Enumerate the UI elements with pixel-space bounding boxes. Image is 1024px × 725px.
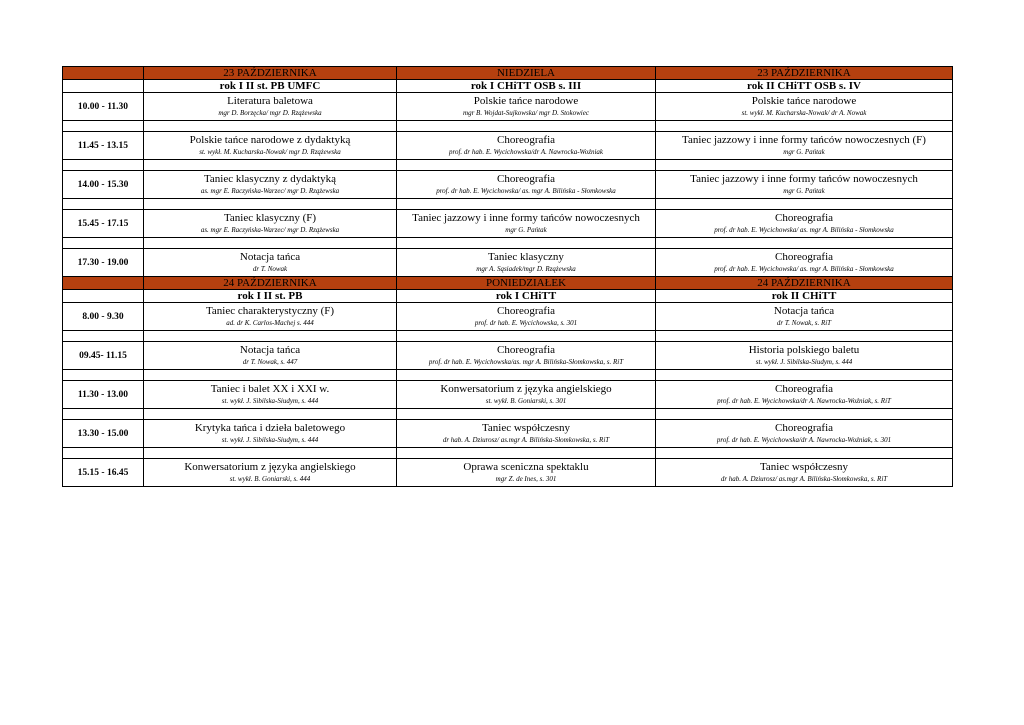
subject-name: Notacja tańca	[239, 251, 301, 263]
subject-name: Taniec charakterystyczny (F)	[205, 305, 335, 317]
class-cell	[144, 210, 397, 238]
class-cell	[656, 420, 953, 448]
group-header-cell: rok I CHiTT OSB s. III	[397, 80, 656, 93]
lecturer-name: dr hab. A. Dziurosz/ as.mgr A. Bilińska-Słomkowska, s. RiT	[442, 436, 610, 444]
class-cell	[397, 420, 656, 448]
subject-name: Krytyka tańca i dzieła baletowego	[194, 422, 346, 434]
day-header-cell: 23 PAŹDZIERNIKA	[656, 67, 953, 80]
spacer-row	[63, 448, 953, 459]
spacer-cell	[144, 121, 397, 132]
subject-name: Polskie tańce narodowe z dydaktyką	[189, 134, 351, 146]
time-slot-row	[63, 249, 953, 277]
group-header-cell: rok I II st. PB	[144, 290, 397, 303]
time-slot-row	[63, 420, 953, 448]
subject-name: Taniec klasyczny (F)	[223, 212, 317, 224]
subject-name: Taniec jazzowy i inne formy tańców nowoczesnych (F)	[682, 134, 926, 146]
time-cell: 10.00 - 11.30	[63, 93, 144, 121]
spacer-cell	[656, 121, 953, 132]
subject-name: Polskie tańce narodowe	[751, 95, 857, 107]
lecturer-name: st. wykł. J. Sibilska-Siudym, s. 444	[221, 436, 319, 444]
subject-name: Polskie tańce narodowe	[473, 95, 579, 107]
lecturer-name: prof. dr hab. E. Wycichowska/as. mgr A. Bilińska-Słomkowska, s. RiT	[428, 358, 624, 366]
lecturer-name: st. wykł. J. Sibilska-Siudym, s. 444	[755, 358, 853, 366]
lecturer-name: prof. dr hab. E. Wycichowska/dr A. Nawrocka-Woźniak, s. 301	[716, 436, 892, 444]
class-cell	[656, 303, 953, 331]
subject-name: Taniec klasyczny z dydaktyką	[203, 173, 337, 185]
day-header-cell: NIEDZIELA	[397, 67, 656, 80]
spacer-cell	[63, 160, 144, 171]
class-cell	[144, 132, 397, 160]
subject-name: Taniec współczesny	[481, 422, 571, 434]
spacer-row	[63, 331, 953, 342]
group-header-cell: rok I CHiTT	[397, 290, 656, 303]
spacer-cell	[656, 238, 953, 249]
time-slot-row	[63, 342, 953, 370]
lecturer-name: mgr A. Sąsiadek/mgr D. Rzążewska	[476, 265, 576, 273]
spacer-cell	[397, 370, 656, 381]
spacer-cell	[63, 448, 144, 459]
spacer-cell	[63, 370, 144, 381]
lecturer-name: prof. dr hab. E. Wycichowska/dr A. Nawrocka-Woźniak, s. RiT	[717, 397, 891, 405]
group-header-cell: rok II CHiTT	[656, 290, 953, 303]
spacer-row	[63, 409, 953, 420]
lecturer-name: st. wykł. M. Kucharska-Nowak/ mgr D. Rzążewska	[199, 148, 341, 156]
class-cell	[144, 249, 397, 277]
class-cell	[397, 342, 656, 370]
group-header-row	[63, 80, 953, 93]
class-cell	[397, 459, 656, 487]
class-cell	[656, 171, 953, 199]
subject-name: Taniec klasyczny	[488, 251, 564, 263]
spacer-row	[63, 199, 953, 210]
class-cell	[144, 381, 397, 409]
class-cell	[144, 303, 397, 331]
lecturer-name: prof. dr hab. E. Wycichowska, s. 301	[474, 319, 578, 327]
subject-name: Konwersatorium z języka angielskiego	[184, 461, 356, 473]
lecturer-name: dr T. Nowak, s. 447	[242, 358, 298, 366]
lecturer-name: prof. dr hab. E. Wycichowska/ as. mgr A. Bilińska - Słomkowska	[714, 226, 894, 234]
spacer-cell	[656, 370, 953, 381]
subject-name: Choreografia	[774, 383, 834, 395]
class-cell	[397, 132, 656, 160]
subject-name: Taniec i balet XX i XXI w.	[210, 383, 330, 395]
subject-name: Literatura baletowa	[227, 95, 313, 107]
class-cell	[397, 303, 656, 331]
spacer-row	[63, 238, 953, 249]
day-header-row	[63, 67, 953, 80]
group-blank-cell	[63, 290, 144, 303]
class-cell	[656, 132, 953, 160]
subject-name: Choreografia	[496, 305, 556, 317]
time-cell: 11.30 - 13.00	[63, 381, 144, 409]
spacer-row	[63, 121, 953, 132]
time-cell: 15.15 - 16.45	[63, 459, 144, 487]
day-header-cell: PONIEDZIAŁEK	[397, 277, 656, 290]
header-blank-cell	[63, 67, 144, 80]
lecturer-name: st. wykł. M. Kucharska-Nowak/ dr A. Nowak	[741, 109, 867, 117]
spacer-cell	[397, 409, 656, 420]
class-cell	[144, 459, 397, 487]
day-header-cell: 24 PAŹDZIERNIKA	[656, 277, 953, 290]
lecturer-name: dr T. Nowak	[252, 265, 288, 273]
lecturer-name: dr T. Nowak, s. RiT	[776, 319, 832, 327]
lecturer-name: prof. dr hab. E. Wycichowska/ as. mgr A. Bilińska - Słomkowska	[714, 265, 894, 273]
subject-name: Taniec jazzowy i inne formy tańców nowoczesnych	[690, 173, 918, 185]
spacer-cell	[144, 238, 397, 249]
spacer-cell	[63, 409, 144, 420]
time-cell: 09.45- 11.15	[63, 342, 144, 370]
subject-name: Choreografia	[496, 134, 556, 146]
time-slot-row	[63, 381, 953, 409]
spacer-cell	[656, 409, 953, 420]
lecturer-name: st. wykł. J. Sibilska-Siudym, s. 444	[221, 397, 319, 405]
spacer-cell	[63, 331, 144, 342]
class-cell	[656, 210, 953, 238]
schedule-table	[62, 66, 953, 487]
spacer-cell	[144, 370, 397, 381]
subject-name: Konwersatorium z języka angielskiego	[440, 383, 612, 395]
spacer-cell	[144, 448, 397, 459]
day-header-cell: 23 PAŹDZIERNIKA	[144, 67, 397, 80]
spacer-row	[63, 160, 953, 171]
spacer-cell	[656, 160, 953, 171]
subject-name: Taniec jazzowy i inne formy tańców nowoczesnych	[412, 212, 640, 224]
subject-name: Choreografia	[496, 173, 556, 185]
class-cell	[144, 342, 397, 370]
time-cell: 14.00 - 15.30	[63, 171, 144, 199]
lecturer-name: as. mgr E. Raczyńska-Warzec/ mgr D. Rzążewska	[200, 187, 340, 195]
lecturer-name: mgr Z. de Ines, s. 301	[495, 475, 557, 483]
spacer-cell	[656, 448, 953, 459]
lecturer-name: mgr D. Borzęcka/ mgr D. Rzążewska	[218, 109, 322, 117]
subject-name: Taniec współczesny	[759, 461, 849, 473]
class-cell	[656, 342, 953, 370]
class-cell	[144, 171, 397, 199]
time-slot-row	[63, 303, 953, 331]
group-header-row	[63, 290, 953, 303]
lecturer-name: as. mgr E. Raczyńska-Warzec/ mgr D. Rzążewska	[200, 226, 340, 234]
spacer-cell	[63, 238, 144, 249]
class-cell	[397, 249, 656, 277]
lecturer-name: st. wykł. B. Goniarski, s. 301	[485, 397, 567, 405]
time-cell: 11.45 - 13.15	[63, 132, 144, 160]
spacer-cell	[397, 199, 656, 210]
class-cell	[397, 171, 656, 199]
subject-name: Notacja tańca	[773, 305, 835, 317]
subject-name: Choreografia	[774, 212, 834, 224]
group-header-cell: rok I II st. PB UMFC	[144, 80, 397, 93]
spacer-cell	[397, 448, 656, 459]
subject-name: Notacja tańca	[239, 344, 301, 356]
spacer-cell	[144, 199, 397, 210]
class-cell	[656, 459, 953, 487]
day-header-row	[63, 277, 953, 290]
spacer-cell	[397, 238, 656, 249]
group-blank-cell	[63, 80, 144, 93]
lecturer-name: st. wykł. B. Goniarski, s. 444	[229, 475, 311, 483]
time-slot-row	[63, 171, 953, 199]
time-cell: 13.30 - 15.00	[63, 420, 144, 448]
spacer-cell	[656, 199, 953, 210]
spacer-cell	[397, 121, 656, 132]
class-cell	[656, 381, 953, 409]
time-slot-row	[63, 132, 953, 160]
spacer-cell	[144, 160, 397, 171]
lecturer-name: mgr G. Pańtak	[783, 187, 825, 195]
subject-name: Choreografia	[774, 422, 834, 434]
lecturer-name: prof. dr hab. E. Wycichowska/ as. mgr A. Bilińska - Słomkowska	[436, 187, 616, 195]
class-cell	[397, 381, 656, 409]
spacer-cell	[144, 331, 397, 342]
time-slot-row	[63, 210, 953, 238]
spacer-cell	[397, 331, 656, 342]
class-cell	[397, 210, 656, 238]
subject-name: Choreografia	[496, 344, 556, 356]
time-cell: 15.45 - 17.15	[63, 210, 144, 238]
day-header-cell: 24 PAŹDZIERNIKA	[144, 277, 397, 290]
lecturer-name: dr hab. A. Dziurosz/ as.mgr A. Bilińska-Słomkowska, s. RiT	[720, 475, 888, 483]
header-blank-cell	[63, 277, 144, 290]
subject-name: Oprawa sceniczna spektaklu	[463, 461, 589, 473]
class-cell	[144, 93, 397, 121]
lecturer-name: mgr B. Wojdat-Sujkowska/ mgr D. Stokowiec	[463, 109, 589, 117]
lecturer-name: mgr G. Pańtak	[783, 148, 825, 156]
spacer-cell	[63, 121, 144, 132]
lecturer-name: mgr G. Pańtak	[505, 226, 547, 234]
subject-name: Historia polskiego baletu	[748, 344, 860, 356]
time-slot-row	[63, 459, 953, 487]
lecturer-name: prof. dr hab. E. Wycichowska/dr A. Nawrocka-Woźniak	[449, 148, 603, 156]
spacer-cell	[656, 331, 953, 342]
lecturer-name: ad. dr K. Carlos-Machej s. 444	[226, 319, 314, 327]
time-cell: 8.00 - 9.30	[63, 303, 144, 331]
class-cell	[397, 93, 656, 121]
class-cell	[144, 420, 397, 448]
schedule-body	[63, 67, 953, 487]
spacer-cell	[397, 160, 656, 171]
class-cell	[656, 93, 953, 121]
spacer-row	[63, 370, 953, 381]
time-slot-row	[63, 93, 953, 121]
time-cell: 17.30 - 19.00	[63, 249, 144, 277]
spacer-cell	[144, 409, 397, 420]
subject-name: Choreografia	[774, 251, 834, 263]
class-cell	[656, 249, 953, 277]
spacer-cell	[63, 199, 144, 210]
group-header-cell: rok II CHiTT OSB s. IV	[656, 80, 953, 93]
